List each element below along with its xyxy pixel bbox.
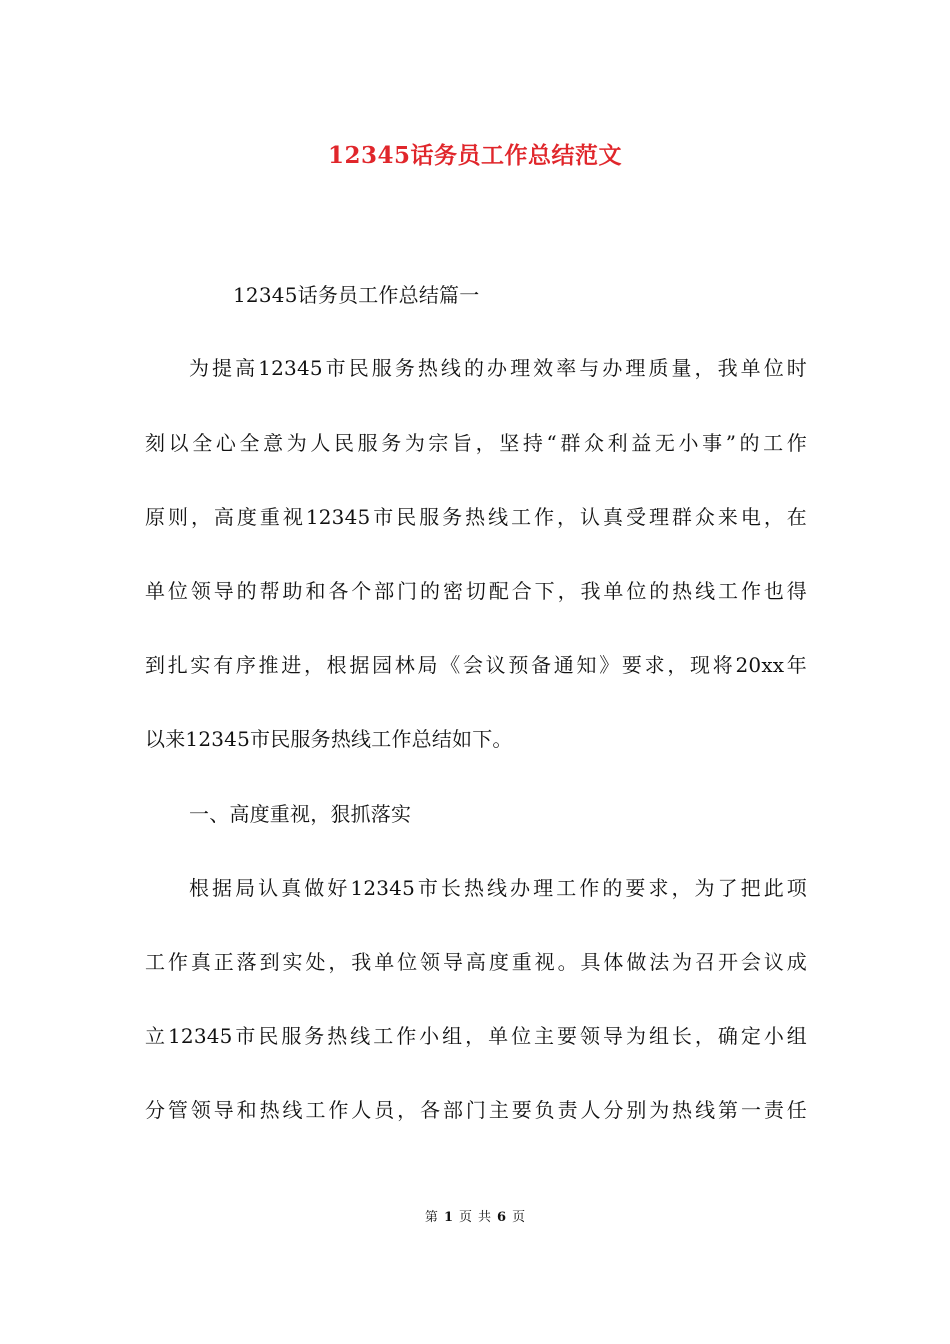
document-title: 12345话务员工作总结范文 [327, 142, 623, 169]
paragraph-line: 以来12345市民服务热线工作总结如下。 [145, 727, 513, 751]
subheading: 一、高度重视，狠抓落实 [189, 802, 412, 826]
footer-label-unit: 页 [458, 1210, 472, 1225]
paragraph-line: 为提高12345市民服务热线的办理效率与办理质量，我单位时 [189, 356, 807, 380]
paragraph-line: 工作真正落到实处，我单位领导高度重视。具体做法为召开会议成 [145, 950, 807, 974]
footer-current-page: 1 [443, 1210, 453, 1225]
footer-label-unit2: 页 [512, 1210, 526, 1225]
section-heading: 12345话务员工作总结篇一 [233, 283, 480, 307]
footer-label-page: 第 [424, 1210, 438, 1225]
paragraph-line: 分管领导和热线工作人员，各部门主要负责人分别为热线第一责任 [145, 1098, 807, 1122]
paragraph-line: 单位领导的帮助和各个部门的密切配合下，我单位的热线工作也得 [145, 579, 807, 603]
paragraph-line: 原则，高度重视12345市民服务热线工作，认真受理群众来电，在 [145, 505, 807, 529]
footer-label-total: 共 [478, 1210, 492, 1225]
paragraph-line: 立12345市民服务热线工作小组，单位主要领导为组长，确定小组 [145, 1024, 807, 1048]
paragraph-line: 刻以全心全意为人民服务为宗旨，坚持“群众利益无小事”的工作 [145, 431, 807, 455]
paragraph-line: 到扎实有序推进，根据园林局《会议预备通知》要求，现将20xx年 [145, 653, 807, 677]
page-footer [0, 1206, 950, 1230]
paragraph-line: 根据局认真做好12345市长热线办理工作的要求，为了把此项 [189, 876, 807, 900]
footer-total-pages: 6 [497, 1210, 507, 1225]
